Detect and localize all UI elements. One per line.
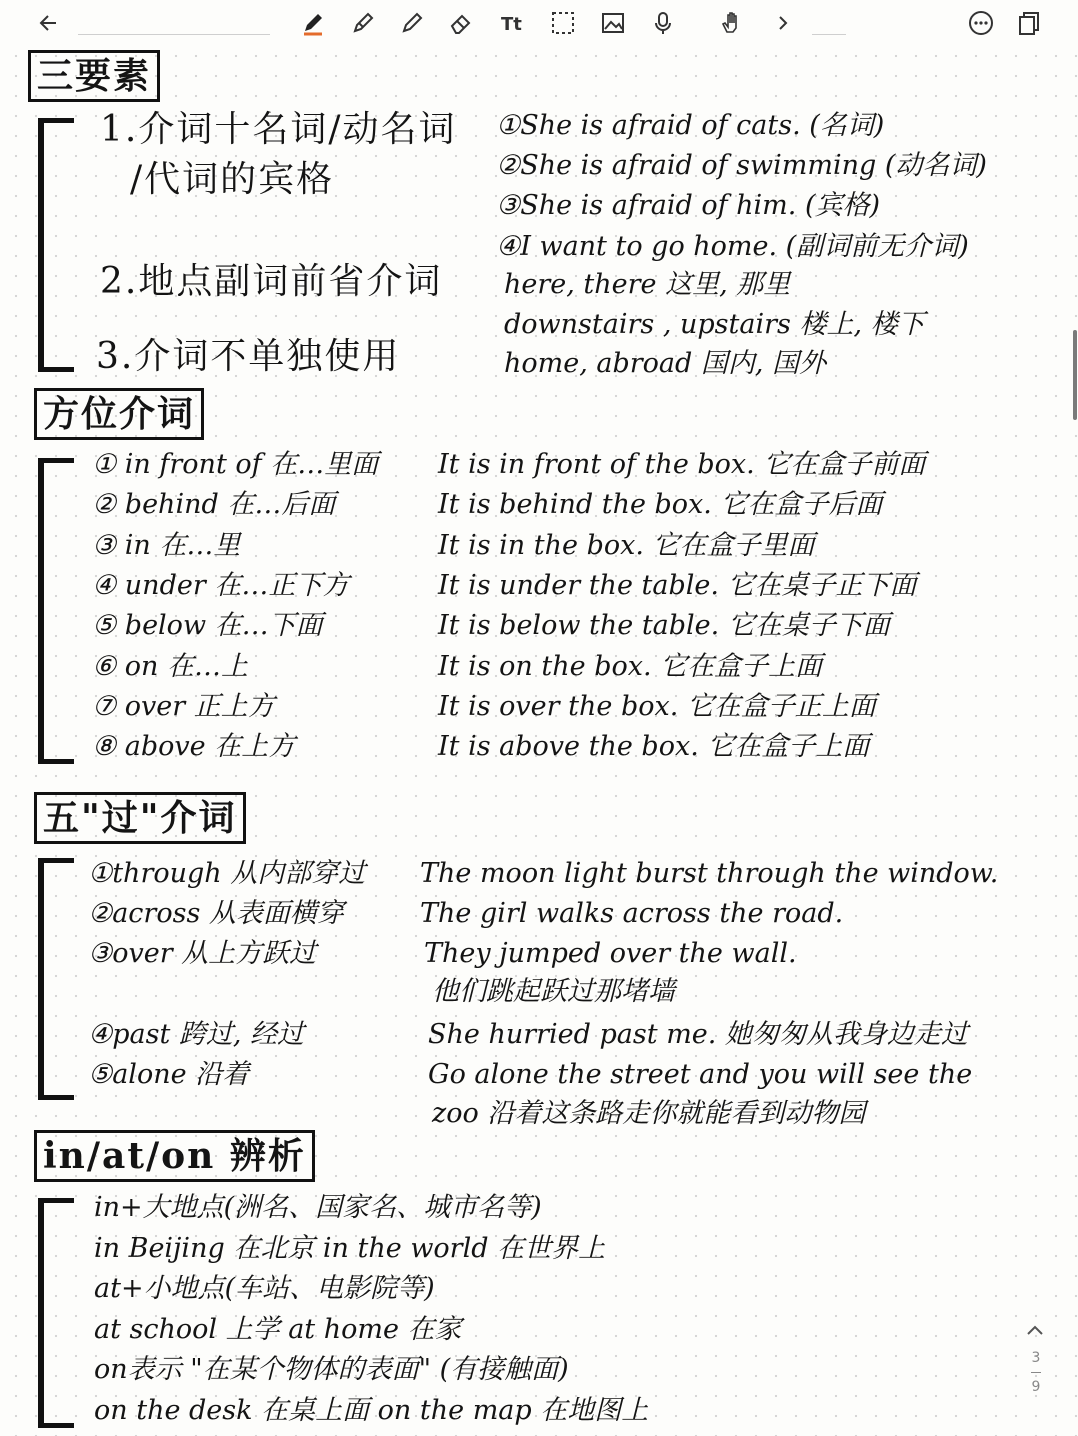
highlighter-icon[interactable] — [346, 6, 380, 40]
section3-example: She hurried past me. 她匆匆从我身边走过 — [428, 1019, 968, 1050]
section2-term: ① in front of 在…里面 — [92, 449, 379, 480]
eraser-icon[interactable] — [444, 6, 478, 40]
pencil-icon[interactable] — [395, 6, 429, 40]
section4-bracket — [38, 1198, 74, 1428]
page-separator — [1031, 1372, 1041, 1373]
section3-example: The moon light burst through the window. — [420, 858, 999, 889]
section1-example: here, there 这里, 那里 — [504, 269, 791, 300]
section2-example: It is in the box. 它在盒子里面 — [438, 529, 815, 561]
more-options-icon[interactable] — [964, 6, 998, 40]
back-arrow-icon[interactable] — [32, 6, 66, 40]
section1-rule: /代词的宾格 — [130, 159, 335, 200]
section2-bracket — [38, 458, 74, 764]
section1-example: ①She is afraid of cats. (名词) — [496, 110, 885, 141]
scroll-up-icon[interactable] — [1022, 1318, 1048, 1344]
section2-term: ③ in 在…里 — [92, 529, 241, 561]
section2-term: ⑤ below 在…下面 — [92, 610, 323, 642]
scrollbar[interactable] — [1073, 330, 1077, 420]
section3-example: Go alone the street and you will see the — [428, 1059, 973, 1090]
section2-example: It is in front of the box. 它在盒子前面 — [438, 449, 926, 480]
section1-example: ③She is afraid of him. (宾格) — [496, 190, 881, 221]
page-indicator — [1024, 1350, 1048, 1395]
section2-example: It is above the box. 它在盒子上面 — [438, 731, 870, 763]
section3-term: ⑤alone 沿着 — [88, 1059, 250, 1090]
hand-icon[interactable] — [715, 6, 749, 40]
section4-line: in Beijing 在北京 in the world 在世界上 — [94, 1232, 606, 1264]
section2-example: It is over the box. 它在盒子正上面 — [438, 690, 876, 722]
section2-example: It is on the box. 它在盒子上面 — [438, 650, 823, 682]
section4-line: in+大地点(洲名、国家名、城市名等) — [94, 1192, 542, 1223]
section2-example: It is behind the box. 它在盒子后面 — [438, 489, 883, 521]
section1-rule: 3.介词不单独使用 — [96, 336, 401, 377]
section3-example: The girl walks across the road. — [420, 898, 844, 929]
section1-example: ④I want to go home. (副词前无介词) — [496, 231, 969, 262]
section2-term: ⑦ over 正上方 — [92, 690, 275, 722]
section4-line: on表示 "在某个物体的表面" (有接触面) — [94, 1354, 569, 1385]
section3-title: 五"过"介词 — [34, 792, 246, 844]
section3-term: ①through 从内部穿过 — [88, 858, 366, 889]
microphone-icon[interactable] — [646, 6, 680, 40]
section2-example: It is under the table. 它在桌子正下面 — [438, 569, 917, 601]
section1-example: home, abroad 国内, 国外 — [504, 348, 827, 379]
section1-rule: 2.地点副词前省介词 — [100, 261, 443, 302]
section2-example: It is below the table. 它在桌子下面 — [438, 610, 890, 642]
copy-page-icon[interactable] — [1012, 6, 1046, 40]
section4-line: on the desk 在桌上面 on the map 在地图上 — [94, 1394, 649, 1426]
toolbar-divider — [78, 34, 270, 35]
lasso-select-icon[interactable] — [546, 6, 580, 40]
svg-text:Tt: Tt — [501, 14, 522, 35]
section3-term: ④past 跨过, 经过 — [88, 1019, 305, 1050]
section1-example: ②She is afraid of swimming (动名词) — [496, 150, 987, 181]
section4-title: in/at/on 辨析 — [34, 1130, 315, 1182]
section3-example: They jumped over the wall. — [424, 938, 797, 969]
section2-term: ④ under 在…正下方 — [92, 569, 350, 601]
section4-line: at+小地点(车站、电影院等) — [94, 1273, 435, 1304]
page-current: 3 — [1031, 1350, 1041, 1366]
section3-example: 他们跳起跃过那堵墙 — [432, 976, 675, 1007]
text-tool-icon[interactable] — [496, 6, 530, 40]
section1-example: downstairs , upstairs 楼上, 楼下 — [504, 309, 925, 340]
section3-term: ③over 从上方跃过 — [88, 938, 317, 969]
page-total: 9 — [1031, 1379, 1041, 1395]
section3-example: zoo 沿着这条路走你就能看到动物园 — [432, 1098, 866, 1129]
section3-bracket — [38, 858, 74, 1100]
section1-title: 三要素 — [28, 50, 160, 102]
section2-term: ⑧ above 在上方 — [92, 731, 296, 763]
toolbar-divider — [812, 34, 846, 35]
chevron-right-icon[interactable] — [766, 6, 800, 40]
section1-rule: 1.介词十名词/动名词 — [100, 109, 457, 150]
pen-icon[interactable] — [296, 6, 330, 40]
section2-term: ② behind 在…后面 — [92, 489, 336, 521]
image-icon[interactable] — [596, 6, 630, 40]
section3-term: ②across 从表面横穿 — [88, 898, 344, 929]
section2-term: ⑥ on 在…上 — [92, 650, 249, 682]
section1-bracket — [38, 118, 74, 372]
section4-line: at school 上学 at home 在家 — [94, 1313, 462, 1345]
toolbar — [0, 0, 1078, 46]
section2-title: 方位介词 — [34, 388, 204, 440]
